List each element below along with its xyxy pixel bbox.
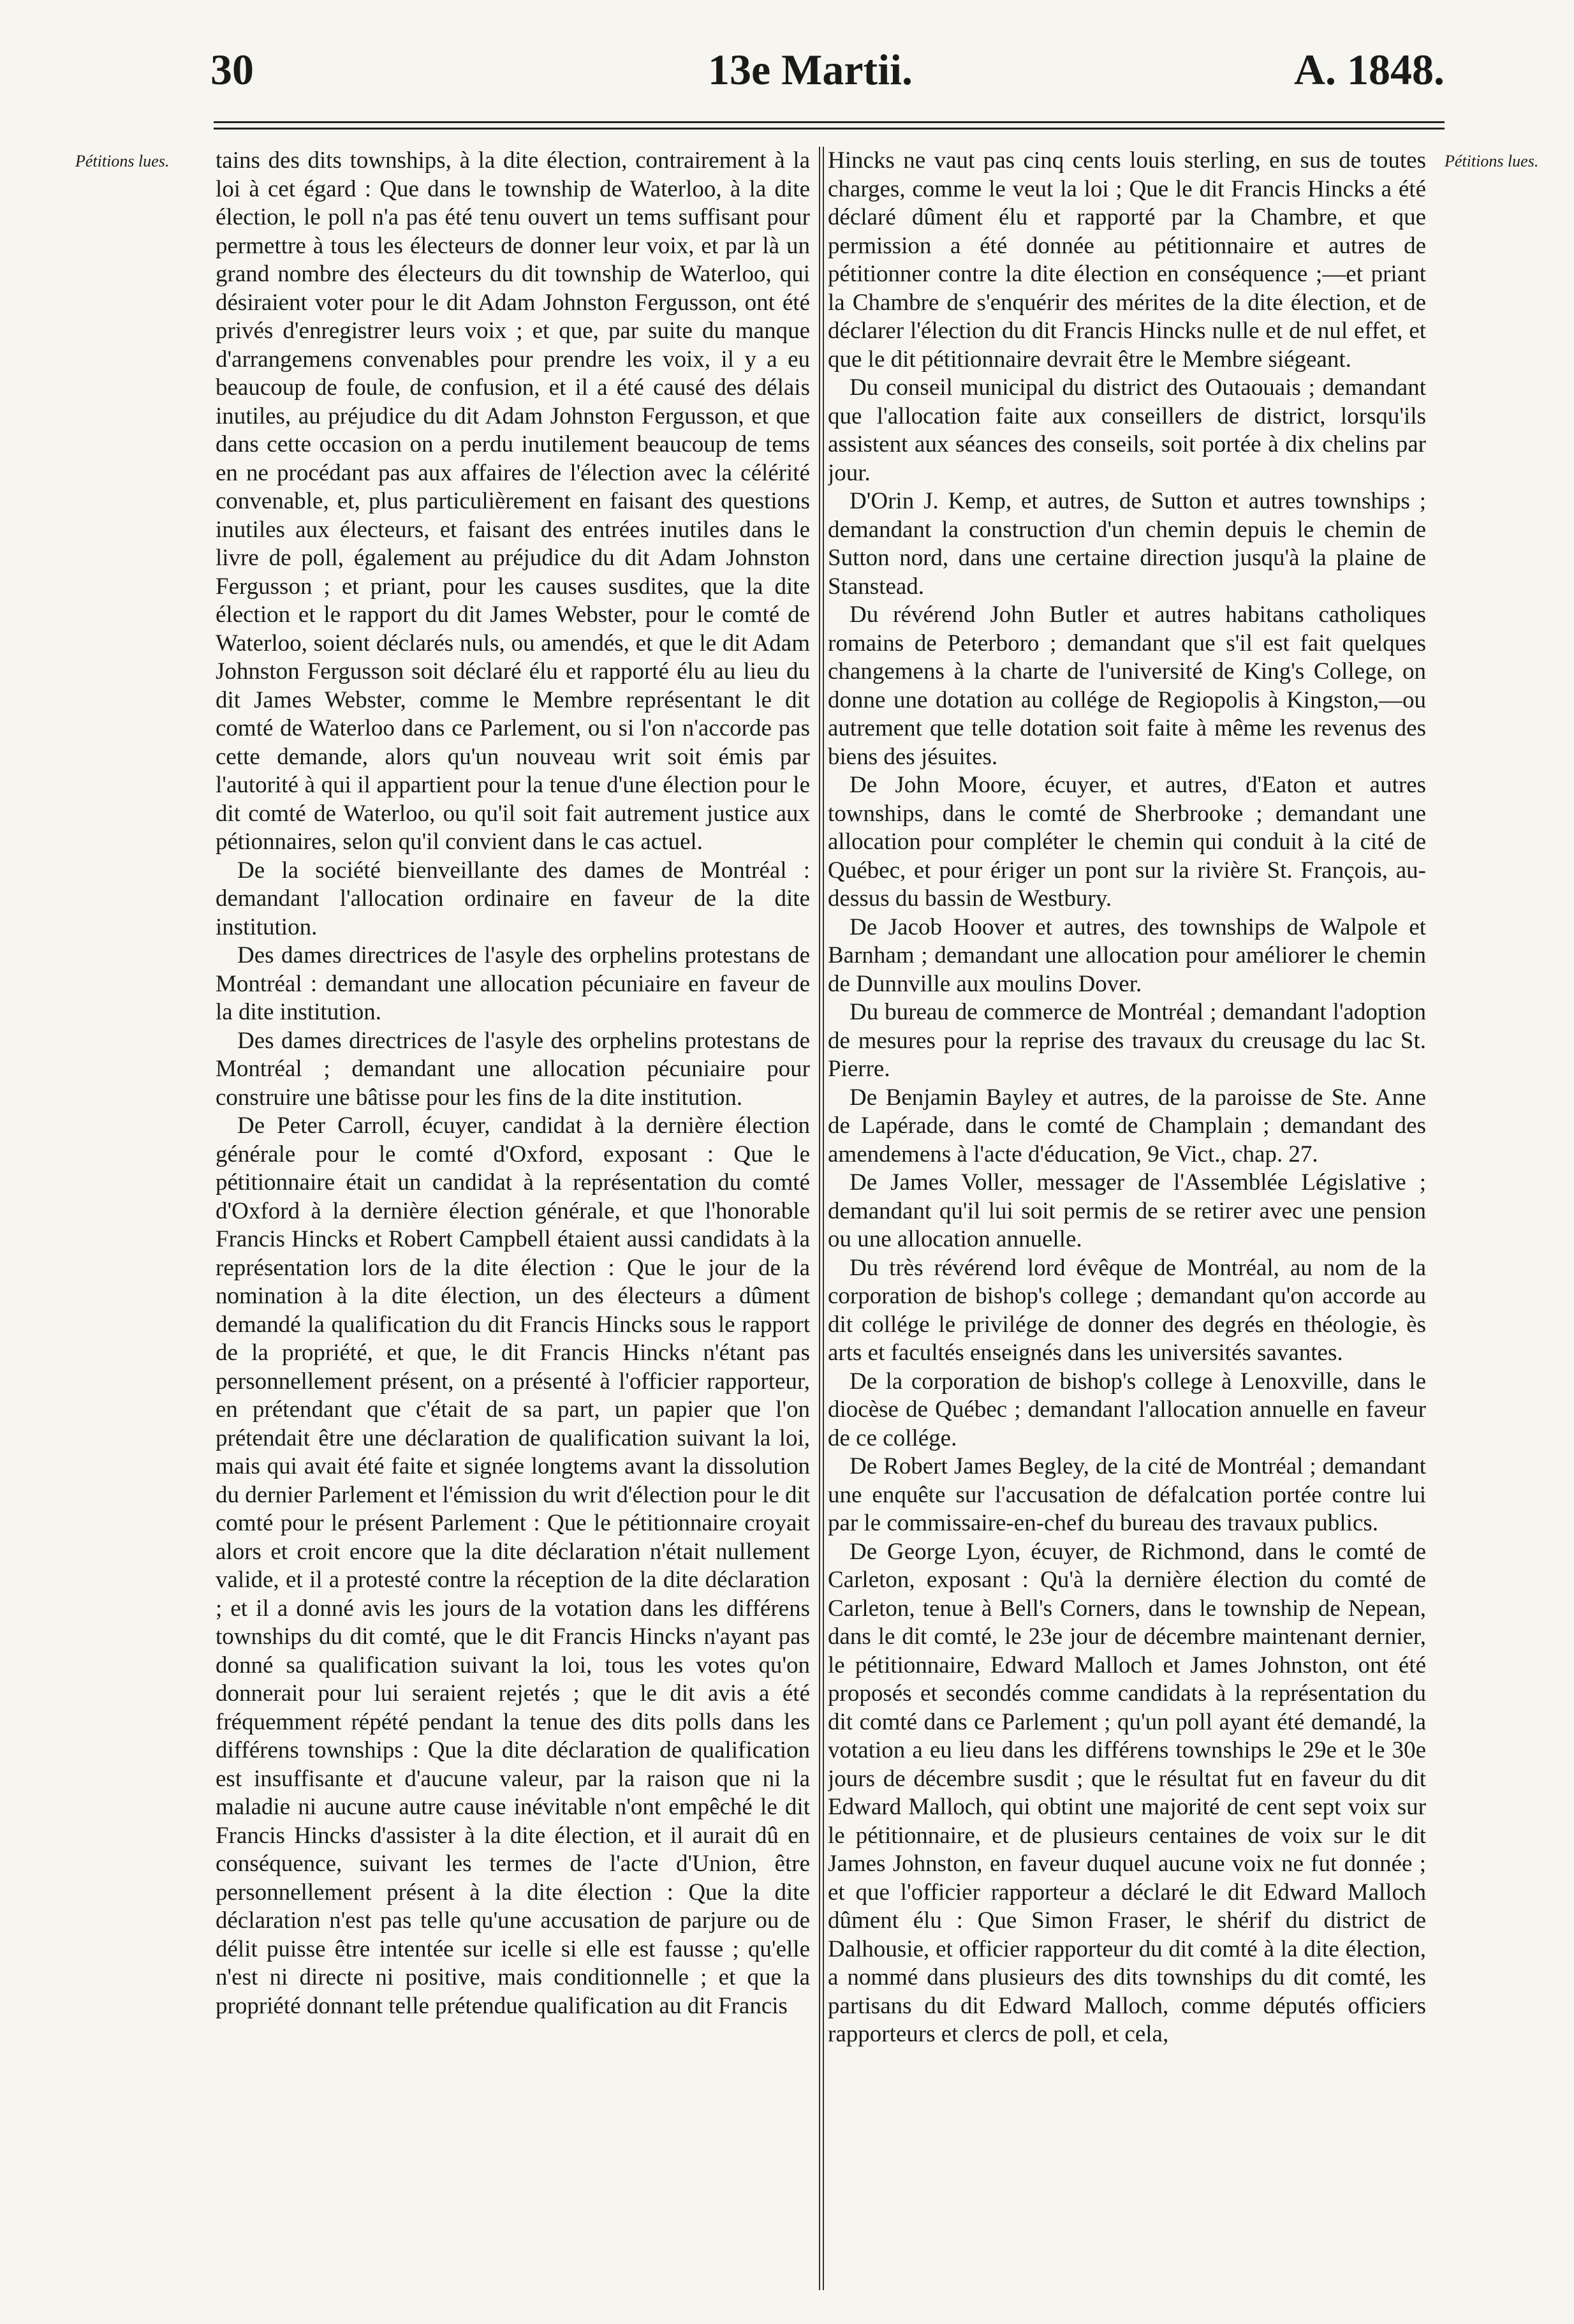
paragraph: De Benjamin Bayley et autres, de la paroisse de Ste. Anne de Lapérade, dans le comté de Champlain ; demandant des amendemens à l'acte d'éducation, 9e Vict., chap. 27. <box>828 1084 1426 1167</box>
paragraph: De Jacob Hoover et autres, des townships de Walpole et Barnham ; demandant une allocation pour améliorer le chemin de Dunnville aux moulins Dover. <box>828 914 1426 997</box>
paragraph: Des dames directrices de l'asyle des orphelins protestans de Montréal ; demandant une allocation pécuniaire pour construire une bâtisse pour les fins de la dite institution. <box>216 1027 810 1111</box>
running-header <box>210 45 1445 115</box>
column-divider <box>823 147 824 2290</box>
paragraph: Hincks ne vaut pas cinq cents louis sterling, en sus de toutes charges, comme le veut la loi ; Que le dit Francis Hincks a été déclaré dûment élu et rapporté par la Chambre, et que permission a été donnée au pétitionnaire et autres de pétitionner contre la dite élection en conséquence ;—et priant la Chambre de s'enquérir des mérites de la dite élection, et de déclarer l'élection du dit Francis Hincks nulle et de nul effet, et que le dit pétitionnaire devrait être le Membre siégeant. <box>828 147 1426 373</box>
left-column <box>216 147 810 2290</box>
paragraph: De la corporation de bishop's college à Lenoxville, dans le diocèse de Québec ; demandant l'allocation annuelle en faveur de ce collége. <box>828 1368 1426 1451</box>
paragraph: De John Moore, écuyer, et autres, d'Eaton et autres townships, dans le comté de Sherbrooke ; demandant une allocation pour compléter le chemin qui conduit à la cité de Québec, et pour ériger un pont sur la rivière St. François, au-dessus du bassin de Westbury. <box>828 772 1426 912</box>
right-column <box>828 147 1426 2290</box>
paragraph: De James Voller, messager de l'Assemblée Législative ; demandant qu'il lui soit permis de se retirer avec une pension ou une allocation annuelle. <box>828 1169 1426 1252</box>
paragraph: De George Lyon, écuyer, de Richmond, dans le comté de Carleton, exposant : Qu'à la dernière élection du comté de Carleton, tenue à Bell's Corners, dans le township de Nepean, dans le dit comté, le 23e jour de décembre maintenant dernier, le pétitionnaire, Edward Malloch et James Johnston, ont été proposés et secondés comme candidats à la représentation du dit comté dans ce Parlement ; qu'un poll ayant été demandé, la votation a eu lieu dans les différens townships le 29e et le 30e jours de décembre susdit ; que le résultat fut en faveur du dit Edward Malloch, qui obtint une majorité de cent sept voix sur le pétitionnaire, et de plusieurs centaines de voix sur le dit James Johnston, en faveur duquel aucune voix ne fut donnée ; et que l'officier rapporteur a déclaré le dit Edward Malloch dûment élu : Que Simon Fraser, le shérif du district de Dalhousie, et officier rapporteur du dit comté à la dite élection, a nommé dans plusieurs des dits townships du dit comté, les partisans du dit Edward Malloch, comme députés officiers rapporteurs et clercs de poll, et cela, <box>828 1538 1426 2047</box>
page-number: 30 <box>210 45 254 94</box>
paragraph: Du révérend John Butler et autres habitans catholiques romains de Peterboro ; demandant que s'il est fait quelques changemens à la charte de l'université de King's College, on donne une dotation au collége de Regiopolis à Kingston,—ou autrement que telle dotation soit faite à même les revenus des biens des jésuites. <box>828 602 1426 770</box>
header-rule-bottom <box>214 128 1445 130</box>
paragraph: D'Orin J. Kemp, et autres, de Sutton et autres townships ; demandant la construction d'un chemin depuis le chemin de Sutton nord, dans une certaine direction jusqu'à la plaine de Stanstead. <box>828 488 1426 600</box>
paragraph: Du bureau de commerce de Montréal ; demandant l'adoption de mesures pour la reprise des travaux du creusage du lac St. Pierre. <box>828 999 1426 1082</box>
margin-note-left: Pétitions lues. <box>75 152 170 170</box>
paragraph: tains des dits townships, à la dite élection, contrairement à la loi à cet égard : Que dans le township de Waterloo, à la dite élection, le poll n'a pas été tenu ouvert un tems suffisant pour permettre à tous les électeurs de donner leur voix, et par là un grand nombre des électeurs du dit township de Waterloo, qui désiraient voter pour le dit Adam Johnston Fergusson, ont été privés d'enregistrer leurs voix ; et que, par suite du manque d'arrangemens convenables pour prendre les voix, il y a eu beaucoup de foule, de confusion, et il a été causé des délais inutiles, au préjudice du dit Adam Johnston Fergusson, et que dans cette occasion on a perdu inutilement beaucoup de tems en ne procédant pas aux affaires de l'élection avec la célérité convenable, et, plus particulièrement en faisant des questions inutiles aux électeurs, et faisant des entrées inutiles dans le livre de poll, également au préjudice du dit Adam Johnston Fergusson ; et priant, pour les causes susdites, que la dite élection et le rapport du dit James Webster, pour le comté de Waterloo, soient déclarés nuls, ou amendés, et que le dit Adam Johnston Fergusson soit déclaré élu et rapporté élu au lieu du dit James Webster, comme le Membre représentant le dit comté de Waterloo dans ce Parlement, ou si l'on n'accorde pas cette demande, alors qu'un nouveau writ soit émis par l'autorité à qui il appartient pour la tenue d'une élection pour le dit comté de Waterloo, ou qu'il soit fait autrement justice aux pétionnaires, selon qu'il convient dans le cas actuel. <box>216 147 810 855</box>
paragraph: De Peter Carroll, écuyer, candidat à la dernière élection générale pour le comté d'Oxford, exposant : Que le pétitionnaire était un candidat à la représentation du comté d'Oxford à la dernière élection générale, et que l'honorable Francis Hincks et Robert Campbell étaient aussi candidats à la représentation lors de la dite élection : Que le jour de la nomination à la dite élection, un des électeurs a dûment demandé la qualification du dit Francis Hincks sous le rapport de la propriété, et que, le dit Francis Hincks n'étant pas personnellement présent, on a présenté à l'officier rapporteur, en prétendant que c'était de sa part, un papier que l'on prétendait être une déclaration de qualification suivant la loi, mais qui avait été faite et signée longtems avant la dissolution du dernier Parlement et l'émission du writ d'élection pour le dit comté pour le présent Parlement : Que le pétitionnaire croyait alors et croit encore que la dite déclaration n'était nullement valide, et il a protesté contre la réception de la dite déclaration ; et il a donné avis les jours de la votation dans les différens townships du dit comté, que le dit Francis Hincks n'ayant pas donné sa qualification suivant la loi, tous les votes qu'on donnerait pour lui seraient rejetés ; que le dit avis a été fréquemment répété pendant la tenue des dits polls dans les différens townships : Que la dite déclaration de qualification est insuffisante et d'aucune valeur, par la raison que ni la maladie ni aucune autre cause inévitable n'ont empêché le dit Francis Hincks d'assister à la dite élection, et il aurait dû en conséquence, suivant les termes de l'acte d'Union, être personnellement présent à la dite élection : Que la dite déclaration n'est pas telle qu'une accusation de parjure ou de délit puisse être intentée sur icelle si elle est fausse ; qu'elle n'est ni directe ni positive, mais conditionnelle ; et que la propriété donnant telle prétendue qualification au dit Francis <box>216 1113 810 2019</box>
margin-note-right: Pétitions lues. <box>1445 152 1539 170</box>
paragraph: Du très révérend lord évêque de Montréal, au nom de la corporation de bishop's college ; demandant qu'on accorde au dit collége le privilége de donner des degrés en théologie, ès arts et facultés enseignés dans les universités savantes. <box>828 1254 1426 1366</box>
paragraph: De la société bienveillante des dames de Montréal : demandant l'allocation ordinaire en faveur de la dite institution. <box>216 857 810 940</box>
running-date: 13e Martii. <box>708 45 913 94</box>
column-divider <box>819 147 820 2290</box>
header-rule-top <box>214 121 1445 123</box>
paragraph: De Robert James Begley, de la cité de Montréal ; demandant une enquête sur l'accusation de défalcation portée contre lui par le commissaire-en-chef du bureau des travaux publics. <box>828 1453 1426 1536</box>
paragraph: Du conseil municipal du district des Outaouais ; demandant que l'allocation faite aux conseillers de district, lorsqu'ils assistent aux séances des conseils, soit portée à dix chelins par jour. <box>828 374 1426 486</box>
running-year: A. 1848. <box>1293 45 1445 94</box>
paragraph: Des dames directrices de l'asyle des orphelins protestans de Montréal : demandant une allocation pécuniaire en faveur de la dite institution. <box>216 942 810 1025</box>
